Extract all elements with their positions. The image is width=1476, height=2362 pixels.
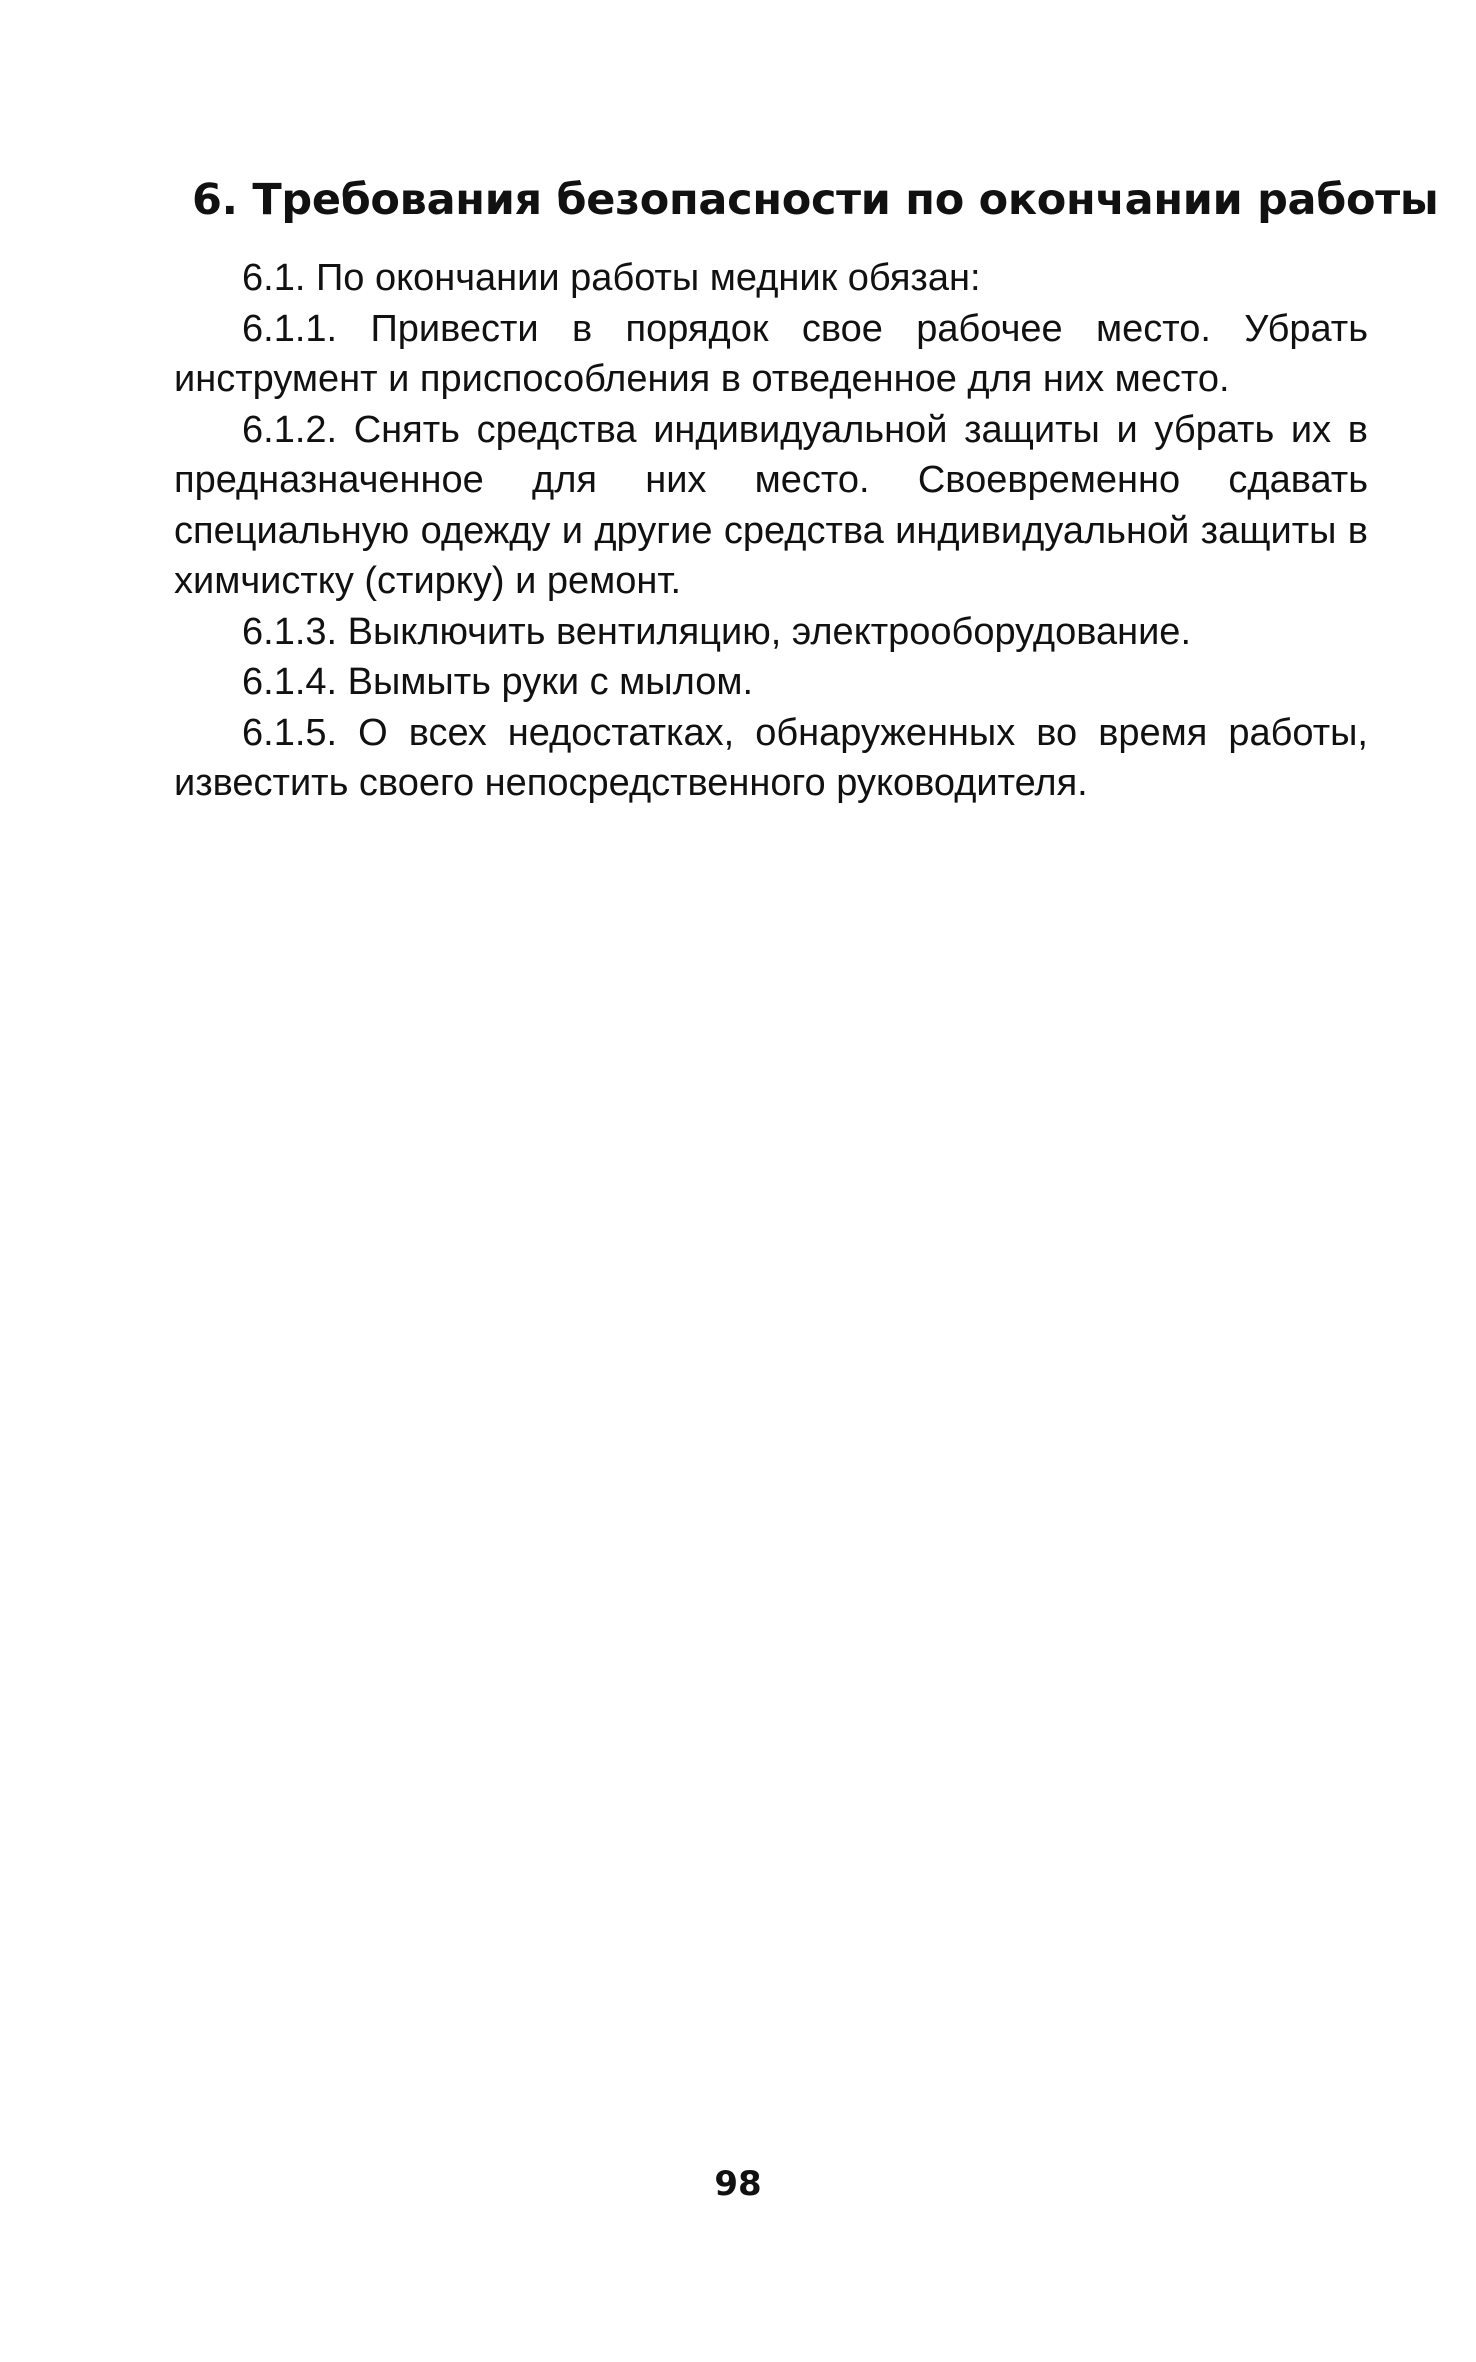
paragraph-6-1: 6.1. По окончании работы медник обязан: [242,257,981,299]
paragraph-6-1-2: 6.1.2. Снять средства индивидуальной защиты и убрать их в предназначенное для них место. Своевременно сдавать специальную одежду и другие средства индивидуальной защиты в химчистку (стирку) и ремонт. [174,408,1368,602]
section-heading: 6. Требования безопасности по окончании работы [192,175,1439,225]
paragraph-6-1-3: 6.1.3. Выключить вентиляцию, электрооборудование. [242,610,1191,653]
paragraph-6-1-1: 6.1.1. Привести в порядок свое рабочее место. Убрать инструмент и приспособления в отведенное для них место. [174,307,1368,400]
paragraph-6-1-4: 6.1.4. Вымыть руки с мылом. [242,661,754,703]
page-number: 98 [714,2164,762,2204]
paragraph-6-1-5: 6.1.5. О всех недостатках, обнаруженных во время работы, известить своего непосредственного руководителя. [174,711,1368,804]
section-body [174,253,1368,809]
